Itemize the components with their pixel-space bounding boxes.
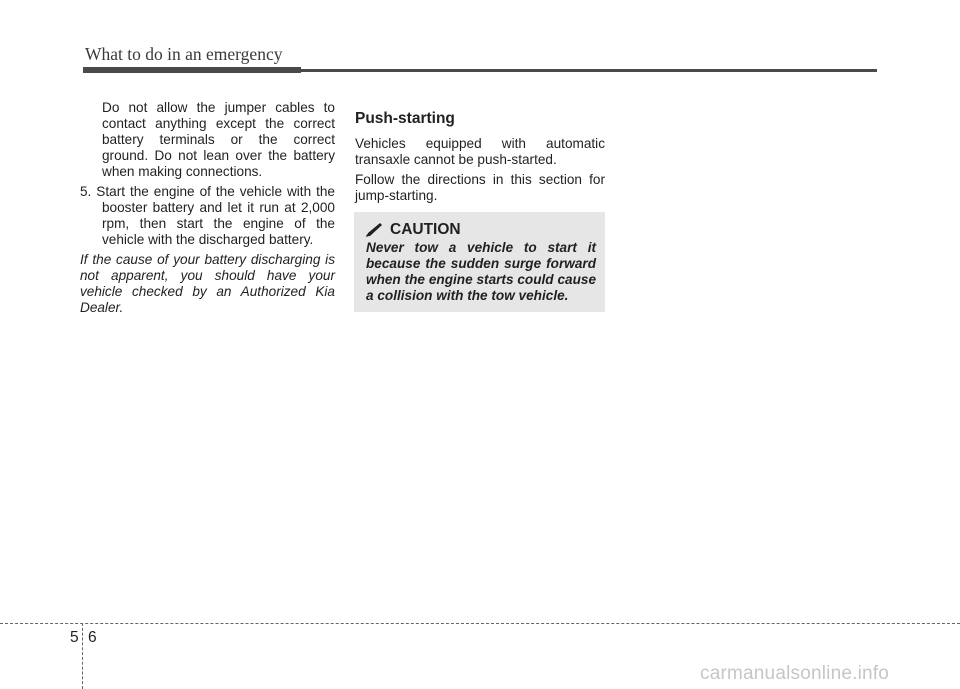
push-starting-para-2: Follow the directions in this section for jump-starting. [355, 172, 605, 203]
footer-vertical-divider [82, 623, 83, 689]
battery-note: If the cause of your battery discharging is not apparent, you should have your vehicle checked by an Authorized Kia Dealer. [80, 252, 335, 315]
jumper-cable-warning: Do not allow the jumper cables to contact anything except the correct battery terminals or the correct ground. Do not lean over the battery when making connections. [102, 100, 335, 179]
push-starting-para-1: Vehicles equipped with automatic transaxle cannot be push-started. [355, 136, 605, 167]
footer-divider [0, 623, 960, 624]
caution-header [366, 221, 461, 239]
watermark: carmanualsonline.info [700, 663, 890, 684]
caution-box [354, 212, 605, 312]
left-column [80, 100, 335, 316]
step-5: 5. Start the engine of the vehicle with the booster battery and let it run at 2,000 rpm, then start the engine of the vehicle with the discharged battery. [80, 184, 335, 247]
page-header-title: What to do in an emergency [85, 44, 283, 64]
caution-text: Never tow a vehicle to start it because the sudden surge forward when the engine starts could cause a collision with the tow vehicle. [366, 240, 596, 303]
caution-pen-icon [366, 223, 384, 237]
push-starting-section [355, 110, 605, 208]
header-rule-accent [83, 67, 301, 73]
caution-title: CAUTION [390, 221, 461, 238]
chapter-number: 5 [70, 629, 79, 646]
page-number: 6 [88, 629, 97, 646]
push-starting-heading: Push-starting [355, 110, 455, 127]
